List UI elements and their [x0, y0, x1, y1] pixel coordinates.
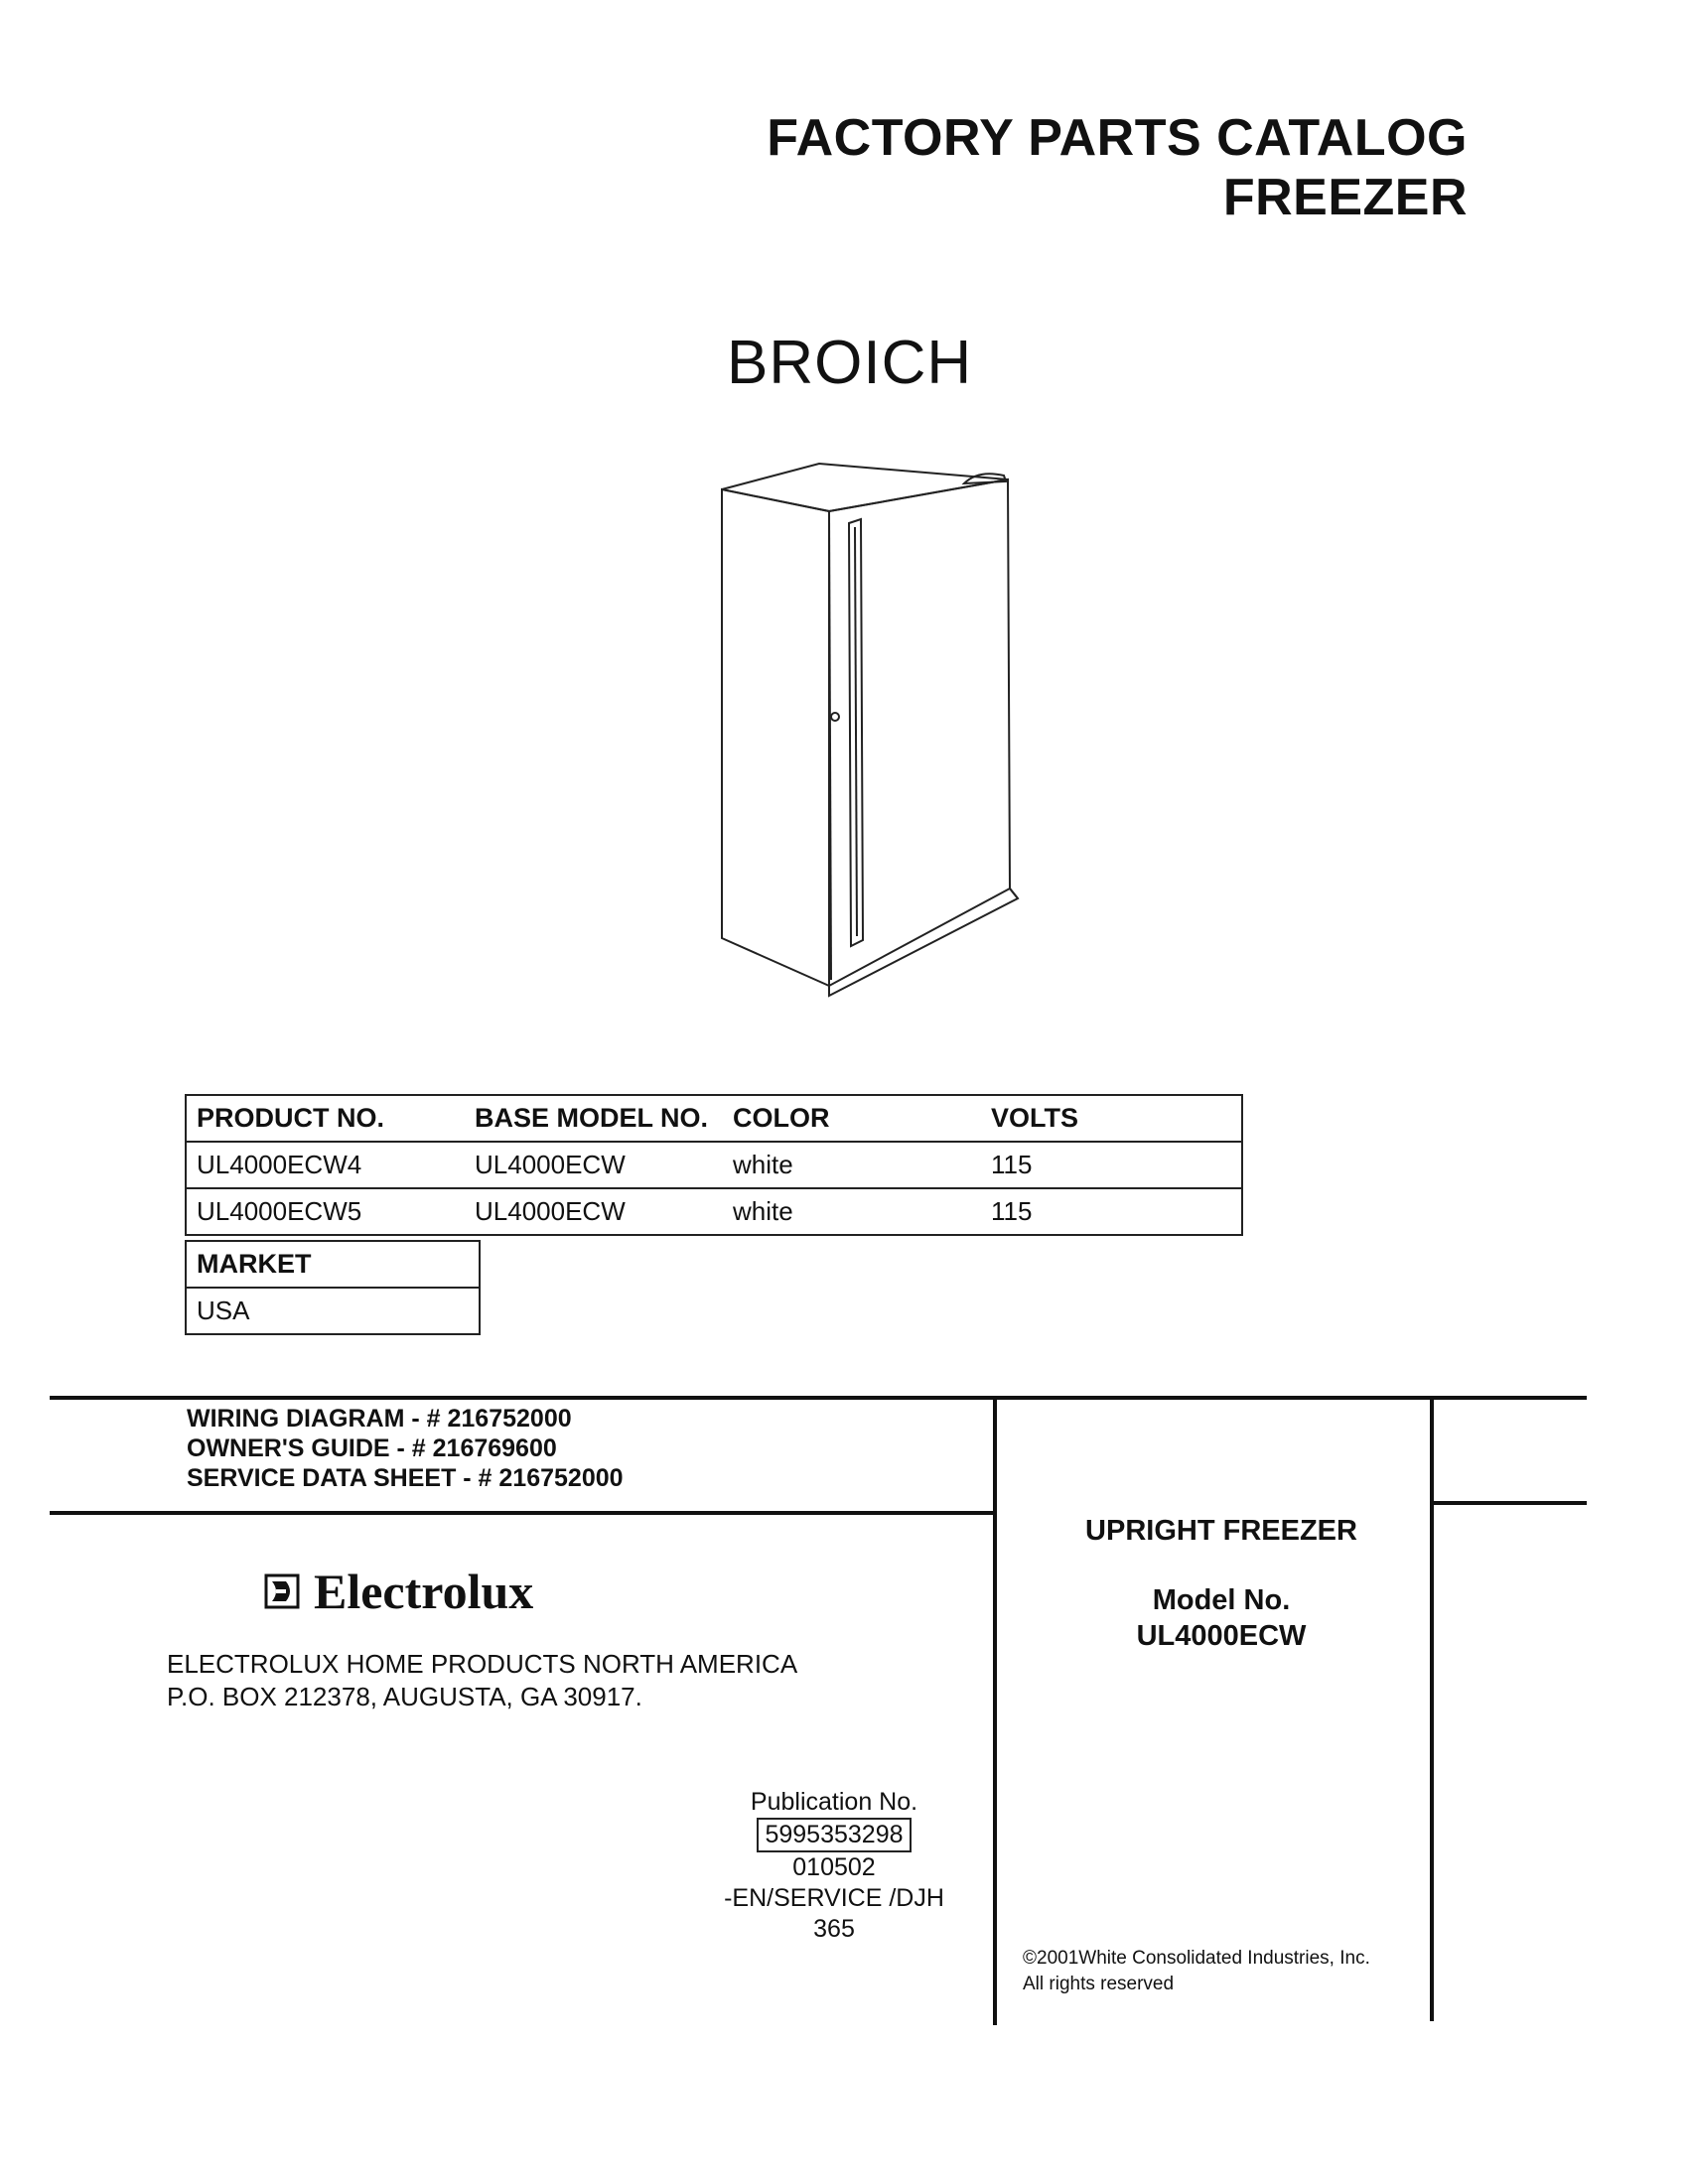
right-vertical-rule	[1430, 1396, 1434, 2021]
publication-service-code: -EN/SERVICE /DJH	[724, 1884, 944, 1912]
service-data-sheet-ref: SERVICE DATA SHEET - # 216752000	[187, 1464, 624, 1492]
base-model-cell: UL4000ECW	[465, 1188, 723, 1235]
product-table	[185, 1094, 1243, 1236]
document-references	[187, 1404, 624, 1493]
base-model-cell: UL4000ECW	[465, 1142, 723, 1188]
product-table-header	[186, 1095, 1242, 1142]
market-table	[185, 1240, 481, 1335]
electrolux-logo-icon	[264, 1573, 300, 1609]
product-no-cell: UL4000ECW4	[186, 1142, 465, 1188]
address-line-2: P.O. BOX 212378, AUGUSTA, GA 30917.	[167, 1682, 642, 1711]
series-name: BROICH	[727, 329, 973, 397]
freezer-illustration	[710, 462, 1028, 998]
column-volts: VOLTS	[981, 1095, 1242, 1142]
column-base-model-no: BASE MODEL NO.	[465, 1095, 723, 1142]
copyright-notice	[1023, 1946, 1370, 1997]
right-divider-rule	[1434, 1501, 1587, 1505]
owners-guide-ref: OWNER'S GUIDE - # 216769600	[187, 1434, 557, 1462]
address-line-1: ELECTROLUX HOME PRODUCTS NORTH AMERICA	[167, 1649, 798, 1679]
model-label: Model No.	[1152, 1584, 1291, 1616]
table-row	[186, 1188, 1242, 1235]
top-rule	[50, 1396, 1587, 1400]
copyright-line-1: ©2001White Consolidated Industries, Inc.	[1023, 1948, 1370, 1969]
market-value: USA	[186, 1288, 480, 1334]
wiring-diagram-ref: WIRING DIAGRAM - # 216752000	[187, 1405, 572, 1433]
center-vertical-rule	[993, 1396, 997, 2025]
column-color: COLOR	[723, 1095, 981, 1142]
color-cell: white	[723, 1142, 981, 1188]
volts-cell: 115	[981, 1188, 1242, 1235]
column-product-no: PRODUCT NO.	[186, 1095, 465, 1142]
catalog-title: FACTORY PARTS CATALOG	[767, 109, 1468, 167]
model-number: UL4000ECW	[1136, 1620, 1307, 1652]
publication-info	[695, 1787, 973, 1945]
publication-label: Publication No.	[750, 1788, 918, 1816]
table-row	[186, 1142, 1242, 1188]
company-address	[167, 1648, 797, 1713]
color-cell: white	[723, 1188, 981, 1235]
model-panel	[1003, 1513, 1440, 1654]
left-divider-rule	[50, 1511, 995, 1515]
volts-cell: 115	[981, 1142, 1242, 1188]
market-header: MARKET	[186, 1241, 480, 1288]
copyright-line-2: All rights reserved	[1023, 1974, 1175, 1994]
publication-number: 5995353298	[757, 1818, 911, 1852]
brand-name: Electrolux	[314, 1564, 534, 1619]
brand-logo	[264, 1563, 533, 1620]
publication-date-code: 010502	[792, 1853, 876, 1881]
product-category: FREEZER	[1222, 169, 1468, 226]
product-no-cell: UL4000ECW5	[186, 1188, 465, 1235]
product-type: UPRIGHT FREEZER	[1085, 1515, 1357, 1547]
publication-page-code: 365	[813, 1915, 855, 1943]
